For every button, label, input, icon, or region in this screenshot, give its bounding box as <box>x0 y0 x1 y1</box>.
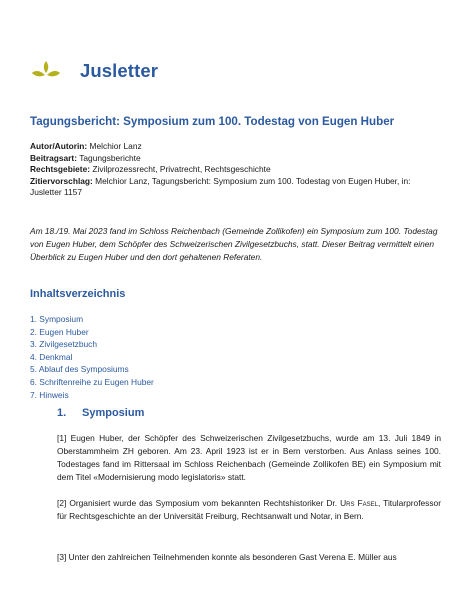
section-heading <box>57 407 144 419</box>
meta-label: Rechtsgebiete: <box>30 164 91 175</box>
toc-link-eugen-huber[interactable]: 2. Eugen Huber <box>30 326 89 337</box>
paragraph-2-text: [2] Organisiert wurde das Symposium vom bekannten Rechtshistoriker Dr. <box>57 498 341 508</box>
toc-heading: Inhaltsverzeichnis <box>30 288 126 300</box>
toc-item <box>30 363 154 376</box>
paragraph-3: [3] Unter den zahlreichen Teilnehmenden konnte als besonderen Gast Verena E. Müller aus <box>57 552 397 562</box>
toc-item <box>30 313 154 326</box>
toc-link-ablauf[interactable]: 5. Ablauf des Symposiums <box>30 364 129 375</box>
meta-value: Melchior Lanz, Tagungsbericht: Symposium zum 100. Todestag von Eugen Huber, in: Jusletter 1157 <box>30 175 411 198</box>
toc-item <box>30 389 154 402</box>
meta-citation <box>30 176 440 199</box>
leaf-logo-icon <box>32 58 60 84</box>
section-title: Symposium <box>82 407 145 419</box>
brand-name[interactable]: Jusletter <box>80 60 159 81</box>
toc-link-symposium[interactable]: 1. Symposium <box>30 314 84 324</box>
meta-value: Melchior Lanz <box>89 141 142 151</box>
toc-link-schriftenreihe[interactable]: 6. Schriftenreihe zu Eugen Huber <box>30 376 154 387</box>
meta-fields <box>30 164 440 176</box>
toc-link-hinweis[interactable]: 7. Hinweis <box>30 389 69 400</box>
article-abstract: Am 18./19. Mai 2023 fand im Schloss Reichenbach (Gemeinde Zollikofen) ein Symposium zum 100. Todestag von Eugen Huber, dem Schöpfer des Schweizerischen Zivilgesetzbuchs, statt. Dieser Beitrag vermittelt einen Überblick zu Eugen Huber und den dort gehaltenen Referaten. <box>30 226 438 262</box>
toc-item <box>30 326 154 339</box>
meta-label: Zitiervorschlag: <box>30 175 93 186</box>
meta-value: Zivilprozessrecht, Privatrecht, Rechtsgeschichte <box>92 164 271 175</box>
author-name: Urs Fasel <box>340 498 378 508</box>
meta-author <box>30 141 440 153</box>
section-number: 1. <box>57 407 67 419</box>
article-title: Tagungsbericht: Symposium zum 100. Todestag von Eugen Huber <box>30 115 395 128</box>
toc-link-zivilgesetzbuch[interactable]: 3. Zivilgesetzbuch <box>30 339 98 350</box>
masthead <box>32 56 158 86</box>
paragraph-2 <box>57 497 441 523</box>
paragraph-1: [1] Eugen Huber, der Schöpfer des Schweizerischen Zivilgesetzbuchs, wurde am 13. Juli 1849 in Oberstammheim ZH geboren. Am 23. April 1923 ist er in Bern verstorben. Aus Anlass seines 100. Todestages fand im Rittersaal im Schloss Reichenbach (Gemeinde Zollikofen BE) ein Symposium mit dem Titel «Modernisierung modo legislatoris» statt. <box>57 433 441 482</box>
table-of-contents <box>30 313 154 401</box>
meta-label: Beitragsart: <box>30 152 78 163</box>
toc-item <box>30 351 154 364</box>
meta-value: Tagungsberichte <box>79 152 141 163</box>
paragraph-2-text-end: , Titularprofessor für Rechtsgeschichte an der Universität Freiburg, Rechtsanwalt und Notar, in Bern. <box>57 498 442 521</box>
article-metadata <box>30 141 440 199</box>
meta-label: Autor/Autorin: <box>30 141 88 151</box>
meta-type <box>30 153 440 165</box>
toc-link-denkmal[interactable]: 4. Denkmal <box>30 351 73 362</box>
toc-item <box>30 376 154 389</box>
toc-item <box>30 338 154 351</box>
